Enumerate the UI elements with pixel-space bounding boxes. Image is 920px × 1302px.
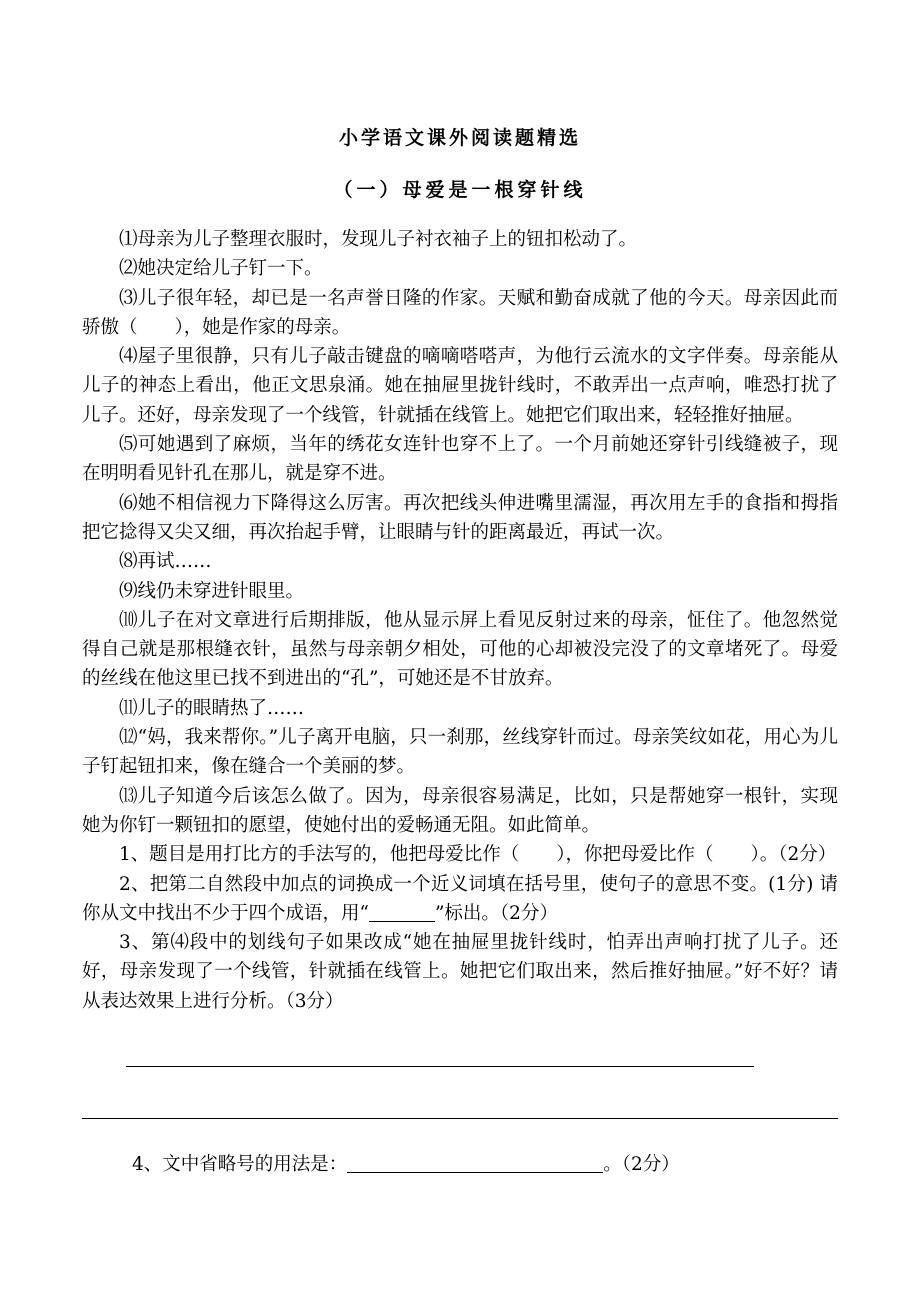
- answer-blank[interactable]: [347, 1154, 603, 1173]
- paragraph: ⒀儿子知道今后该怎么做了。因为，母亲很容易满足，比如，只是帮她穿一根针，实现她为你钉一颗钮扣的愿望，使她付出的爱畅通无阻。如此简单。: [82, 785, 838, 836]
- paragraph: ⑵她决定给儿子钉一下。: [119, 258, 323, 280]
- paragraph: ⑿“妈，我来帮你。”儿子离开电脑，只一刹那，丝线穿针而过。母亲笑纹如花，用心为儿子钉起钮扣来，像在缝合一个美丽的梦。: [82, 727, 838, 778]
- question-1: 1、题目是用打比方的手法写的，他把母爱比作（ ），你把母爱比作（ ）。（2分）: [119, 844, 837, 866]
- paragraph: ⑷屋子里很静，只有儿子敲击键盘的嘀嘀嗒嗒声，为他行云流水的文字伴奏。母亲能从儿子的神态上看出，他正文思泉涌。她在抽屉里拢针线时，不敢弄出一点声响，唯恐打扰了儿子。还好，母亲发现了一个线管，针就插在线管上。她把它们取出来，轻轻推好抽屉。: [82, 346, 838, 426]
- reading-passage: [82, 225, 838, 1016]
- paragraph: ⑸可她遇到了麻烦，当年的绣花女连针也穿不上了。一个月前她还穿针引线缝被子，现在明明看见针孔在那儿，就是穿不进。: [82, 434, 838, 485]
- section-title: （一）母爱是一根穿针线: [333, 179, 587, 201]
- paragraph: ⑽儿子在对文章进行后期排版，他从显示屏上看见反射过来的母亲，怔住了。他忽然觉得自己就是那根缝衣针，虽然与母亲朝夕相处，可他的心却被没完没了的文章堵死了。母爱的丝线在他这里已找不到进出的“孔”，可她还是不甘放弃。: [82, 609, 838, 690]
- question-2: [82, 870, 838, 929]
- document-title: 小学语文课外阅读题精选: [338, 127, 581, 149]
- paragraph: ⑻再试……: [119, 551, 212, 573]
- answer-line[interactable]: [126, 1066, 754, 1067]
- question-4: [132, 1150, 680, 1176]
- question-2-text-end: ”标出。（2分）: [434, 902, 558, 924]
- question-4-points: 。（2分）: [603, 1154, 680, 1175]
- answer-blank[interactable]: [369, 903, 435, 922]
- paragraph: ⑹她不相信视力下降得这么厉害。再次把线头伸进嘴里濡湿，再次用左手的食指和拇指把它捻得又尖又细，再次抬起手臂，让眼睛与针的距离最近，再试一次。: [82, 492, 838, 543]
- paragraph: ⑾儿子的眼睛热了……: [119, 697, 305, 719]
- question-2-text: 2、把第二自然段中加点的词换成一个近义词填在括号里，使句子的意思不变。(1分) 请你从文中找出不少于四个成语，用“: [82, 873, 838, 924]
- paragraph: ⑴母亲为儿子整理衣服时，发现儿子衬衣袖子上的钮扣松动了。: [119, 229, 638, 250]
- paragraph: ⑶儿子很年轻，却已是一名声誉日隆的作家。天赋和勤奋成就了他的今天。母亲因此而骄傲（ ），她是作家的母亲。: [82, 287, 838, 338]
- question-3: 3、第⑷段中的划线句子如果改成“她在抽屉里拢针线时，怕弄出声响打扰了儿子。还好，母亲发现了一个线管，针就插在线管上。她把它们取出来，然后推好抽屉。”好不好？请从表达效果上进行分析。（3分）: [82, 932, 838, 1012]
- paragraph: ⑼线仍未穿进针眼里。: [119, 580, 305, 602]
- answer-line[interactable]: [82, 1118, 838, 1119]
- question-4-text: 4、文中省略号的用法是：: [132, 1154, 348, 1175]
